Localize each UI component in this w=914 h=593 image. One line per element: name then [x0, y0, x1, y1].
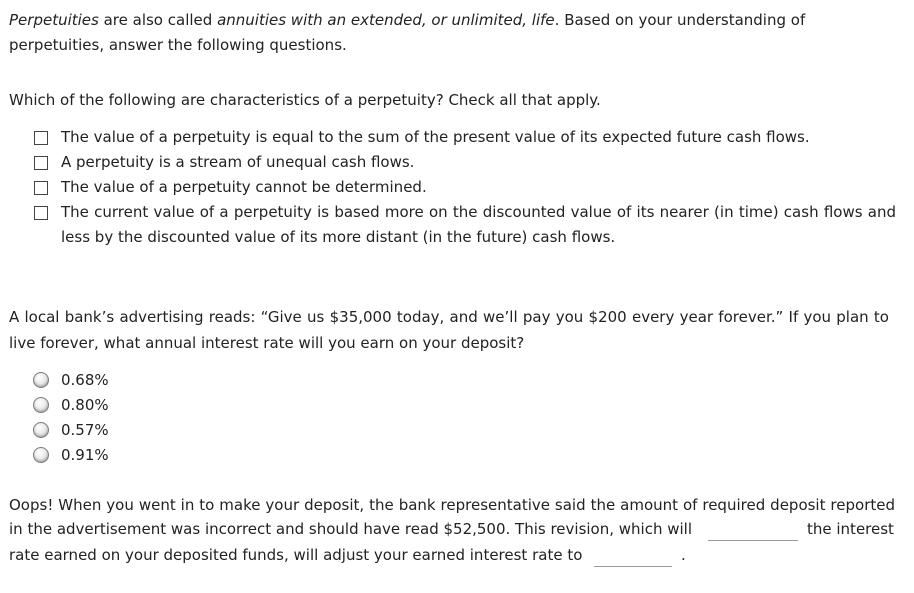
option-2-label: A perpetuity is a stream of unequal cash flows.: [61, 153, 415, 171]
intro-line-2: perpetuities, answer the following questions.: [9, 36, 347, 54]
rate-option-1-radio[interactable]: [33, 372, 49, 388]
q3-text-line-1: Oops! When you went in to make your deposit, the bank representative said the amount of required deposit reported: [9, 496, 895, 514]
option-3-label: The value of a perpetuity cannot be determined.: [61, 178, 427, 196]
rate-option-3-label: 0.57%: [61, 421, 109, 439]
new-rate-dropdown[interactable]: [594, 566, 672, 567]
option-2-checkbox[interactable]: [34, 156, 48, 170]
rate-option-1-label: 0.68%: [61, 371, 109, 389]
intro-text: are also called: [98, 11, 218, 29]
q3-text-line-3a: rate earned on your deposited funds, will adjust your earned interest rate to: [9, 546, 583, 564]
option-1-checkbox[interactable]: [34, 131, 48, 145]
q1-prompt: Which of the following are characteristics of a perpetuity? Check all that apply.: [9, 91, 601, 109]
option-4-checkbox[interactable]: [34, 206, 48, 220]
q3-text-line-2a: in the advertisement was incorrect and should have read $52,500. This revision, which will: [9, 520, 693, 538]
rate-option-2-label: 0.80%: [61, 396, 109, 414]
rate-option-4-radio[interactable]: [33, 447, 49, 463]
q2-text-line-2: live forever, what annual interest rate will you earn on your deposit?: [9, 334, 525, 352]
q2-text-line-1: A local bank’s advertising reads: “Give us $35,000 today, and we’ll pay you $200 every year forever.” If you plan to: [9, 308, 889, 326]
option-4-label-line-1: The current value of a perpetuity is based more on the discounted value of its nearer (in time) cash flows and: [61, 203, 896, 221]
q3-period: .: [681, 546, 686, 564]
rate-option-4-label: 0.91%: [61, 446, 109, 464]
rate-option-2-radio[interactable]: [33, 397, 49, 413]
term-perpetuities: Perpetuities: [9, 11, 99, 29]
option-1-label: The value of a perpetuity is equal to the sum of the present value of its expected future cash flows.: [61, 128, 810, 146]
option-4-label-line-2: less by the discounted value of its more distant (in the future) cash flows.: [61, 228, 616, 246]
rate-option-3-radio[interactable]: [33, 422, 49, 438]
intro-line-1: [9, 10, 805, 30]
intro-text: . Based on your understanding of: [554, 11, 806, 29]
term-annuities: annuities with an extended, or unlimited, life: [217, 11, 555, 29]
change-direction-dropdown[interactable]: [708, 540, 798, 541]
q3-text-line-2b: the interest: [807, 520, 894, 538]
option-3-checkbox[interactable]: [34, 181, 48, 195]
